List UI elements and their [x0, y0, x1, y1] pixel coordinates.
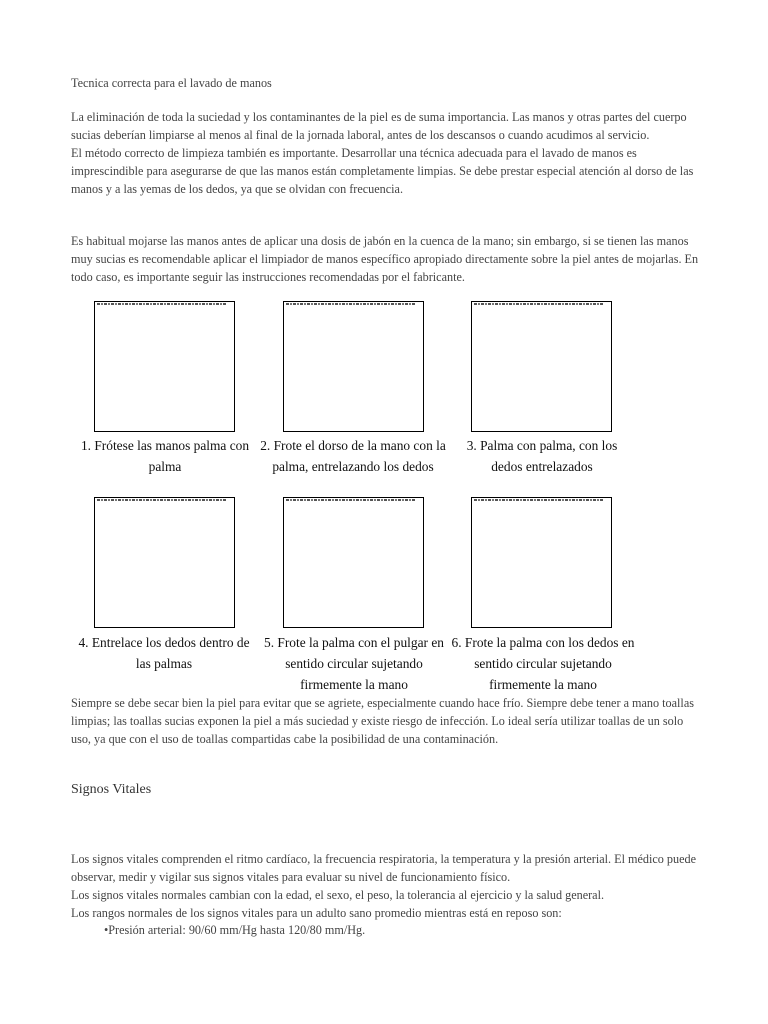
intro-paragraph-1: La eliminación de toda la suciedad y los contaminantes de la piel es de suma importancia. Las manos y otras partes del cuerpo sucias deberían limpiarse al menos al final de la jornada laboral, antes de los descansos o cuando acudimos al servicio.: [71, 110, 687, 142]
step-3-image: [471, 301, 612, 432]
vitals-paragraph-1: Los signos vitales comprenden el ritmo cardíaco, la frecuencia respiratoria, la temperatura y la presión arterial. El médico puede observar, medir y vigilar sus signos vitales para evaluar su nivel de funcionamiento físico.: [71, 852, 697, 884]
drying-text: [71, 694, 701, 748]
vitals-bullet-item: •Presión arterial: 90/60 mm/Hg hasta 120/80 mm/Hg.: [104, 923, 366, 937]
soap-text: [71, 232, 701, 286]
step-2-image: [283, 301, 424, 432]
vitals-heading: Signos Vitales: [71, 782, 152, 797]
vitals-paragraph-2: Los signos vitales normales cambian con la edad, el sexo, el peso, la tolerancia al ejercicio y la salud general.: [71, 888, 605, 902]
step-1-image: [94, 301, 235, 432]
soap-paragraph: Es habitual mojarse las manos antes de aplicar una dosis de jabón en la cuenca de la mano; sin embargo, si se tienen las manos muy sucias es recomendable aplicar el limpiador de manos específico apropiado directamente sobre la piel antes de mojarlas. En todo caso, es importante seguir las instrucciones recomendadas por el fabricante.: [71, 234, 699, 284]
vitals-paragraph-3: Los rangos normales de los signos vitales para un adulto sano promedio mientras está en reposo son:: [71, 906, 562, 920]
step-6-caption: 6. Frote la palma con los dedos en sentido circular sujetando firmemente la mano: [451, 635, 635, 692]
step-4-caption: 4. Entrelace los dedos dentro de las palmas: [78, 635, 250, 671]
step-2-caption: 2. Frote el dorso de la mano con la palma, entrelazando los dedos: [260, 438, 446, 474]
step-5-caption: 5. Frote la palma con el pulgar en sentido circular sujetando firmemente la mano: [264, 635, 444, 692]
drying-paragraph: Siempre se debe secar bien la piel para evitar que se agriete, especialmente cuando hace frío. Siempre debe tener a mano toallas limpias; las toallas sucias exponen la piel a más suciedad y existe riesgo de infección. Lo ideal sería utilizar toallas de un solo uso, ya que con el uso de toallas compartidas cabe la posibilidad de una contaminación.: [71, 696, 694, 746]
vitals-text: [71, 850, 701, 922]
step-5-image: [283, 497, 424, 628]
intro-text: [71, 108, 701, 198]
intro-paragraph-2: El método correcto de limpieza también es importante. Desarrollar una técnica adecuada para el lavado de manos es imprescindible para asegurarse de que las manos están completamente limpias. Se debe prestar especial atención al dorso de las manos y a las yemas de los dedos, ya que se olvidan con frecuencia.: [71, 146, 694, 196]
step-6-image: [471, 497, 612, 628]
step-3-caption: 3. Palma con palma, con los dedos entrelazados: [466, 438, 618, 474]
step-4-image: [94, 497, 235, 628]
step-1-caption: 1. Frótese las manos palma con palma: [80, 438, 250, 474]
document-title: Tecnica correcta para el lavado de manos: [71, 76, 272, 90]
